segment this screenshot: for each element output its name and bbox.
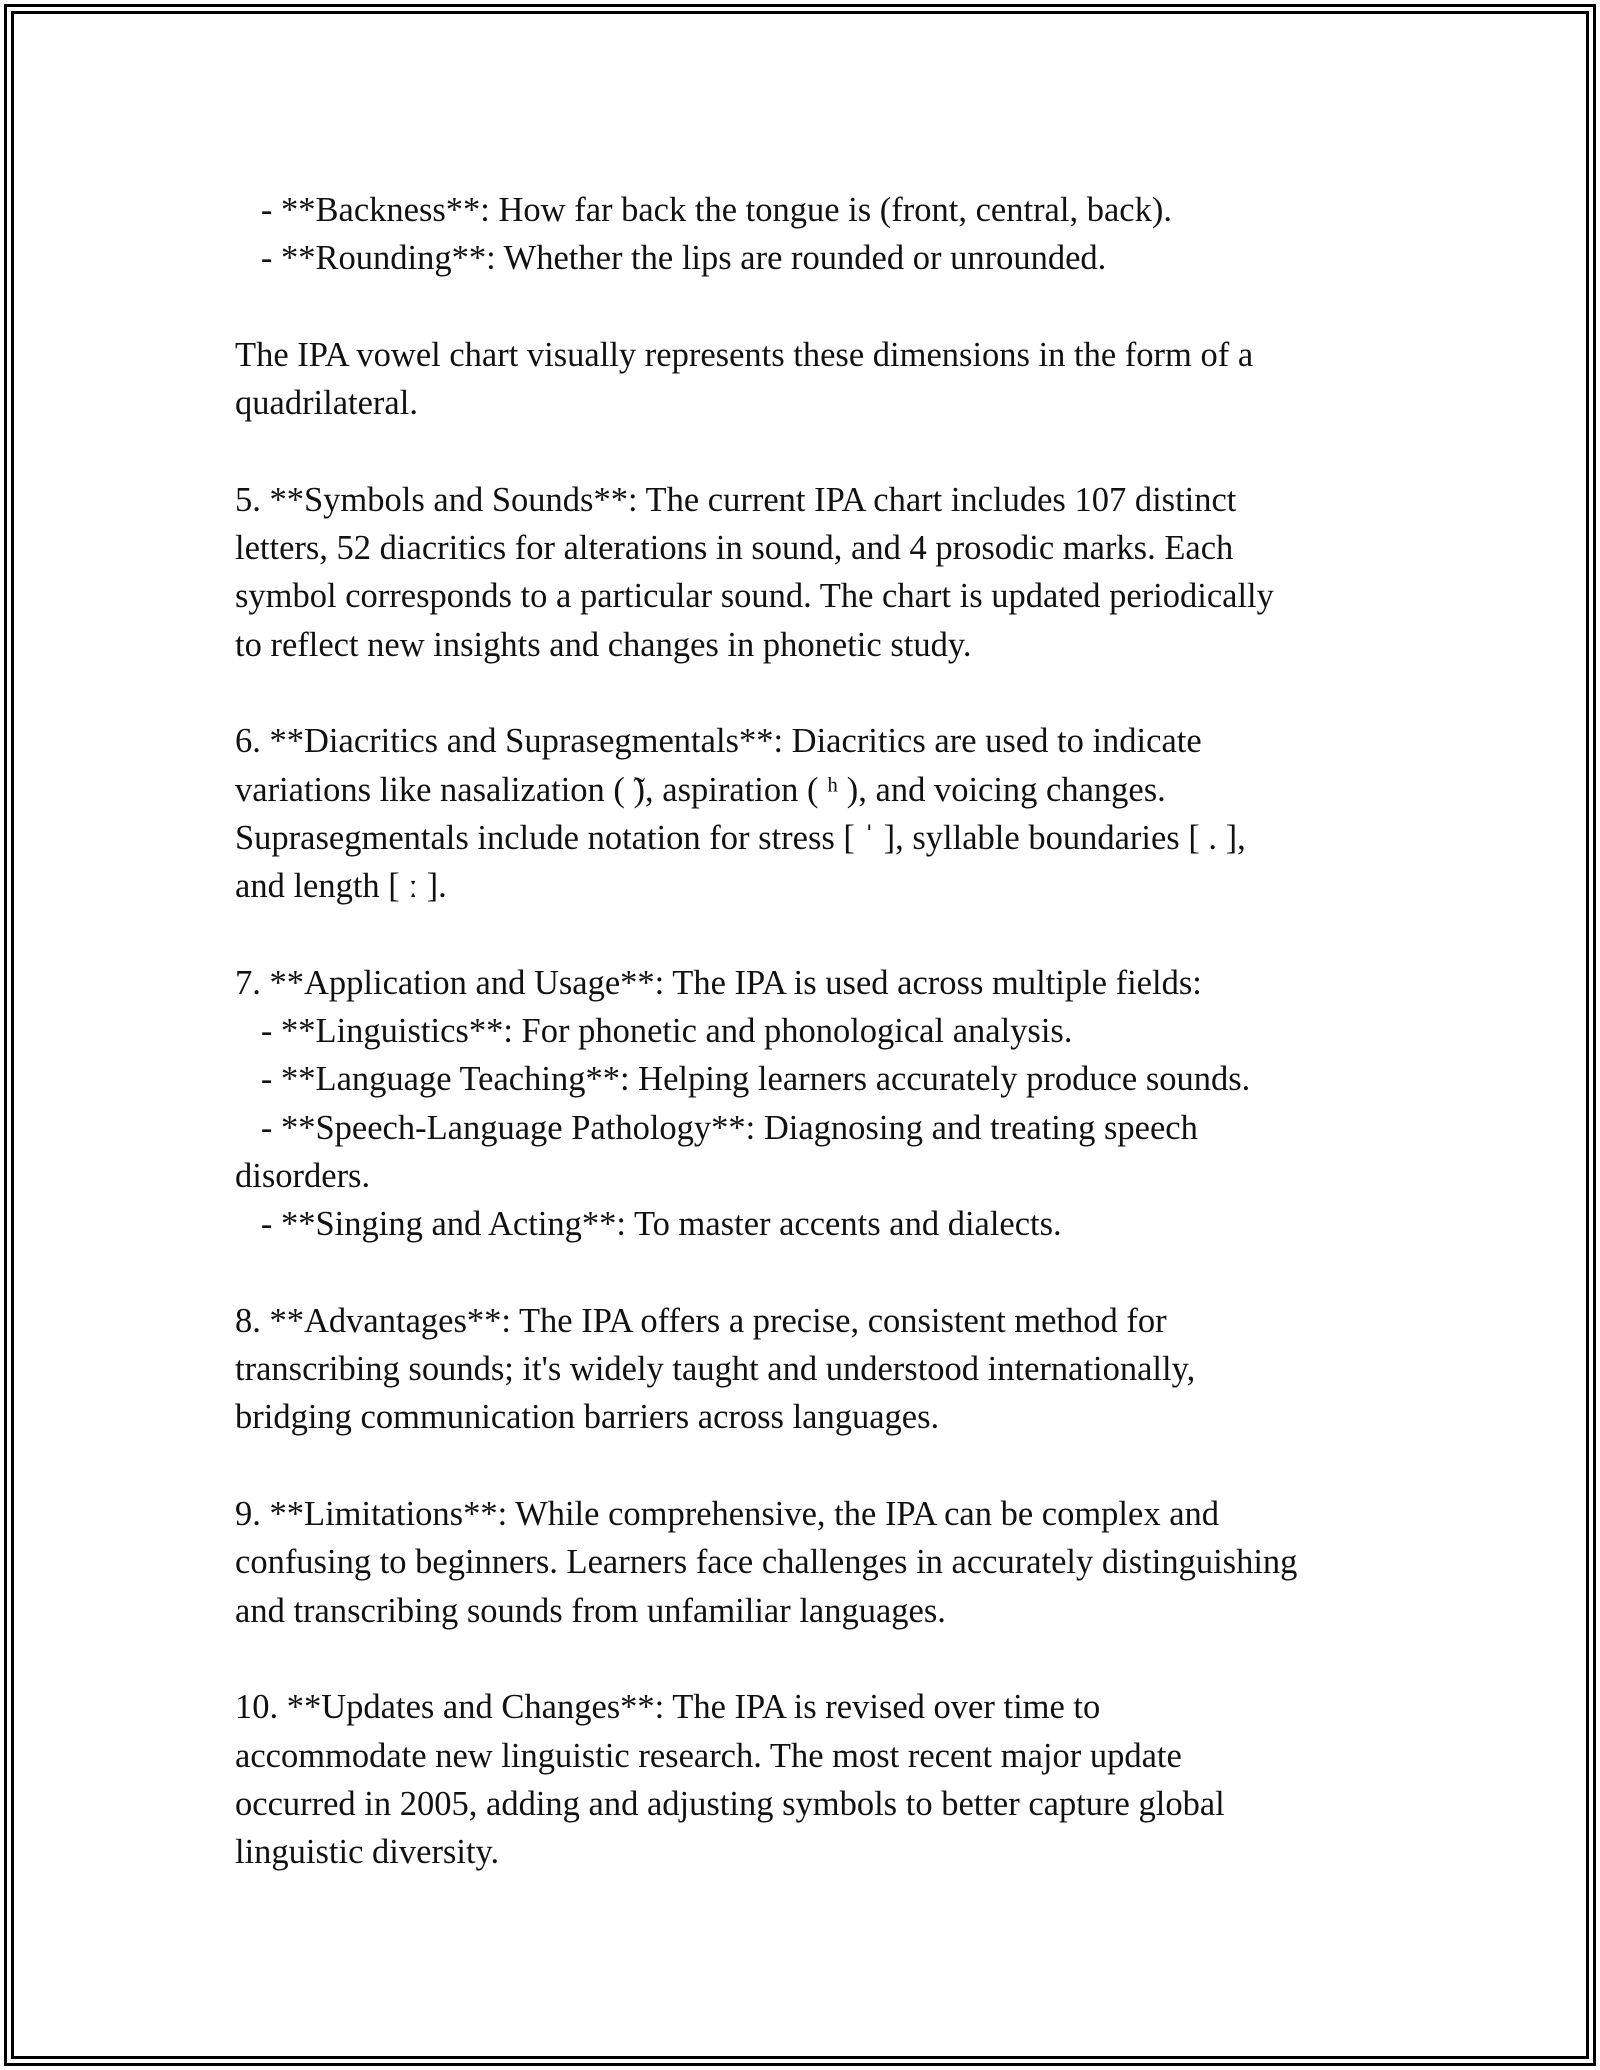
paragraph-gap: [235, 283, 1415, 331]
text-line: Suprasegmentals include notation for stress [ ˈ ], syllable boundaries [ . ],: [235, 818, 1246, 857]
text-line: to reflect new insights and changes in phonetic study.: [235, 625, 972, 664]
paragraph-gap: [235, 1249, 1415, 1297]
paragraph-gap: [235, 1635, 1415, 1683]
text-line: - **Backness**: How far back the tongue is (front, central, back).: [235, 191, 1172, 229]
paragraph-gap: [235, 427, 1415, 475]
paragraph-gap: [235, 1442, 1415, 1490]
text-line: letters, 52 diacritics for alterations in sound, and 4 prosodic marks. Each: [235, 529, 1234, 568]
text-line: and length [ ː ].: [235, 867, 447, 906]
text-line: accommodate new linguistic research. The most recent major update: [235, 1736, 1182, 1775]
text-line: transcribing sounds; it's widely taught and understood internationally,: [235, 1350, 1196, 1389]
text-line: 8. **Advantages**: The IPA offers a precise, consistent method for: [235, 1301, 1167, 1340]
text-line: - **Linguistics**: For phonetic and phonological analysis.: [235, 1012, 1073, 1051]
text-line: symbol corresponds to a particular sound. The chart is updated periodically: [235, 577, 1274, 616]
document-body: [235, 186, 1415, 1876]
text-line: - **Language Teaching**: Helping learners accurately produce sounds.: [235, 1060, 1251, 1099]
text-line: variations like nasalization ( ̃), aspiration ( ʰ ), and voicing changes.: [235, 770, 1166, 809]
text-line: 9. **Limitations**: While comprehensive, the IPA can be complex and: [235, 1495, 1220, 1534]
paragraph-gap: [235, 910, 1415, 958]
text-line: linguistic diversity.: [235, 1833, 500, 1872]
text-line: The IPA vowel chart visually represents these dimensions in the form of a: [235, 335, 1254, 374]
text-line: - **Speech-Language Pathology**: Diagnosing and treating speech: [235, 1108, 1198, 1147]
text-line: - **Singing and Acting**: To master accents and dialects.: [235, 1205, 1062, 1244]
text-line: 10. **Updates and Changes**: The IPA is revised over time to: [235, 1688, 1101, 1727]
text-line: confusing to beginners. Learners face challenges in accurately distinguishing: [235, 1543, 1298, 1582]
text-line: disorders.: [235, 1156, 371, 1195]
text-line: 7. **Application and Usage**: The IPA is used across multiple fields:: [235, 963, 1202, 1002]
paragraph-gap: [235, 669, 1415, 717]
text-line: and transcribing sounds from unfamiliar languages.: [235, 1591, 946, 1630]
text-line: 5. **Symbols and Sounds**: The current IPA chart includes 107 distinct: [235, 480, 1237, 519]
text-line: bridging communication barriers across languages.: [235, 1398, 940, 1437]
text-line: - **Rounding**: Whether the lips are rounded or unrounded.: [235, 239, 1107, 278]
text-line: 6. **Diacritics and Suprasegmentals**: Diacritics are used to indicate: [235, 722, 1202, 761]
text-line: occurred in 2005, adding and adjusting symbols to better capture global: [235, 1784, 1225, 1823]
text-line: quadrilateral.: [235, 384, 418, 423]
